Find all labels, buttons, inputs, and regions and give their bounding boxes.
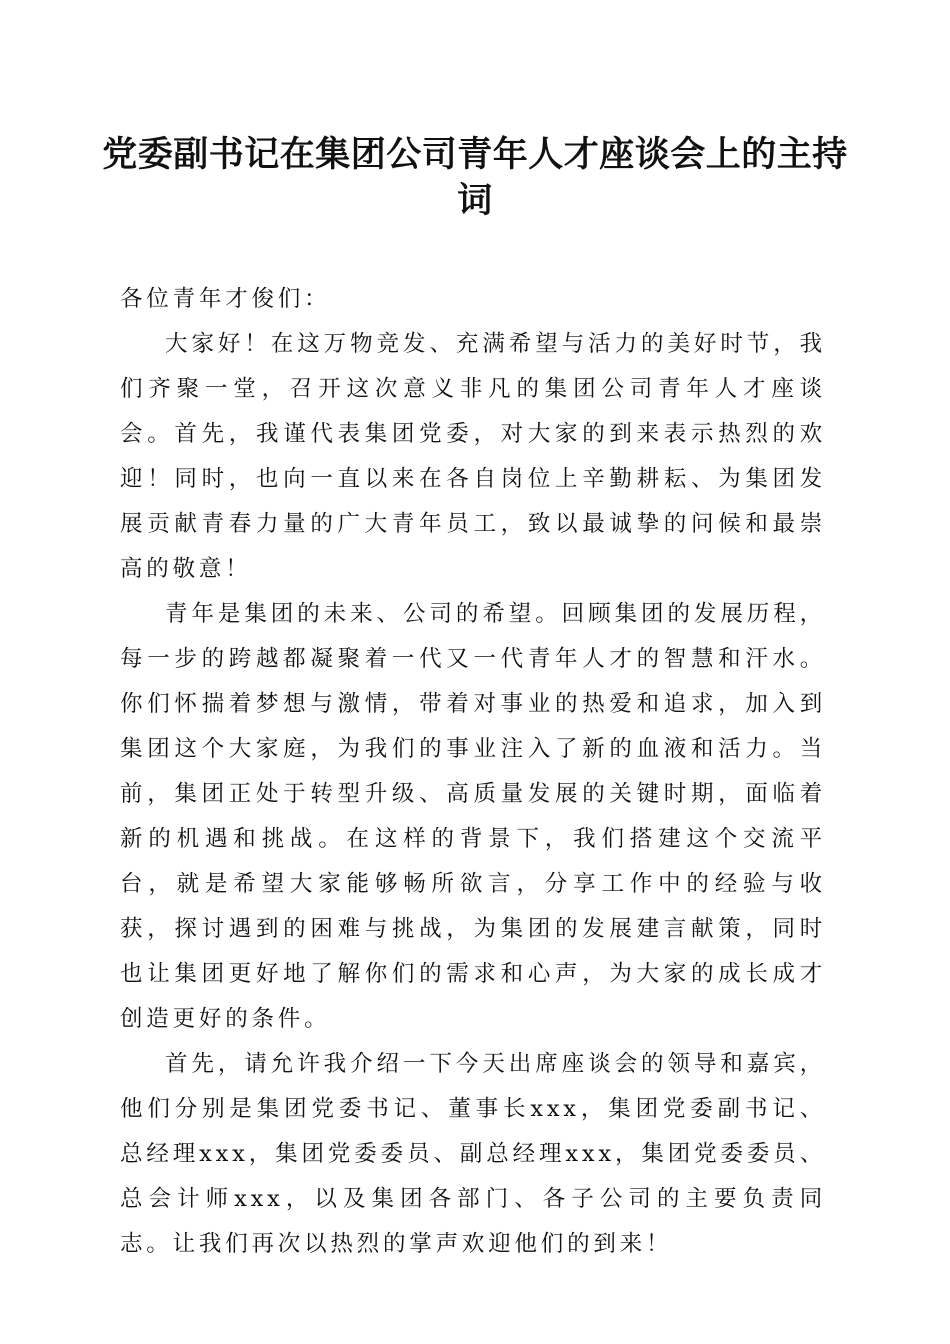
paragraph-welcome: 大家好！在这万物竞发、充满希望与活力的美好时节，我们齐聚一堂，召开这次意义非凡的集团公司青年人才座谈会。首先，我谨代表集团党委，对大家的到来表示热烈的欢迎！同时，也向一直以来在各自岗位上辛勤耕耘、为集团发展贡献青春力量的广大青年员工，致以最诚挚的问候和最崇高的敬意！ <box>120 331 826 582</box>
paragraph-purpose: 青年是集团的未来、公司的希望。回顾集团的发展历程，每一步的跨越都凝聚着一代又一代青年人才的智慧和汗水。你们怀揣着梦想与激情，带着对事业的热爱和追求，加入到集团这个大家庭，为我们的事业注入了新的血液和活力。当前，集团正处于转型升级、高质量发展的关键时期，面临着新的机遇和挑战。在这样的背景下，我们搭建这个交流平台，就是希望大家能够畅所欲言，分享工作中的经验与收获，探讨遇到的困难与挑战，为集团的发展建言献策，同时也让集团更好地了解你们的需求和心声，为大家的成长成才创造更好的条件。 <box>120 601 826 1032</box>
salutation: 各位青年才俊们： <box>120 286 331 312</box>
document-title: 党委副书记在集团公司青年人才座谈会上的主持词 <box>102 134 848 221</box>
paragraph-introductions: 首先，请允许我介绍一下今天出席座谈会的领导和嘉宾，他们分别是集团党委书记、董事长xxx，集团党委副书记、总经理xxx，集团党委委员、副总经理xxx，集团党委委员、总会计师xxx，以及集团各部门、各子公司的主要负责同志。让我们再次以热烈的掌声欢迎他们的到来！ <box>120 1051 826 1257</box>
document-body <box>120 277 826 1267</box>
